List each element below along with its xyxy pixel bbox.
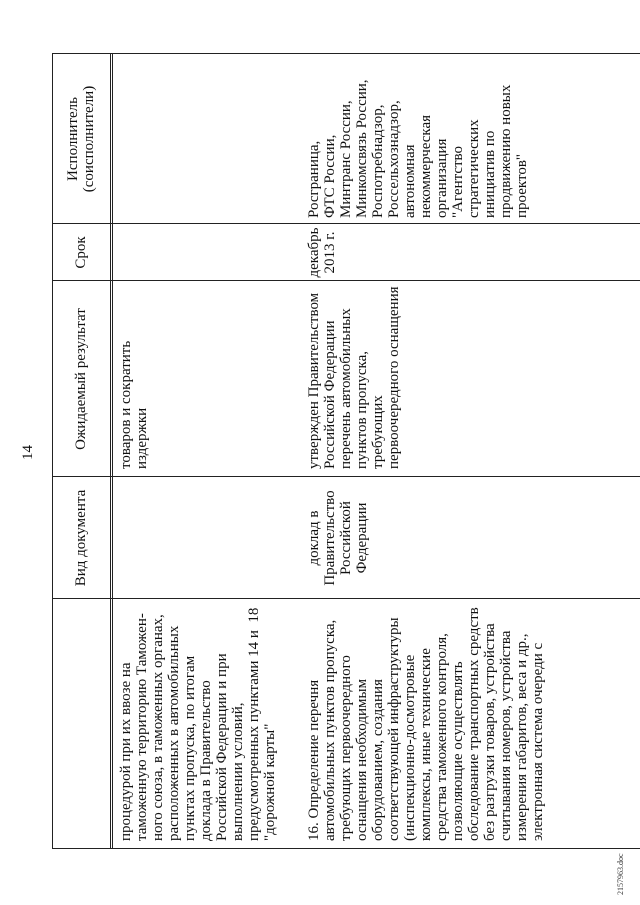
column-divider [52, 280, 640, 281]
table-border-right [52, 53, 640, 54]
header-divider-double [112, 53, 113, 849]
header-doc-type: Вид документа [73, 489, 89, 587]
page-number: 14 [20, 445, 36, 460]
column-divider [52, 476, 640, 477]
header-divider [110, 53, 111, 849]
table-border-top [52, 53, 53, 849]
row2-result: утвержден Правительством Российской Федерации перечень автомобильных пунктов пропуска, требующих первоочередного оснащения [306, 286, 402, 469]
row2-doc-type: доклад в Правительство Российской Федерации [306, 490, 370, 586]
header-executor: Исполнитель (соисполнители) [65, 85, 97, 193]
row1-measure: процедурой при их ввозе на таможенную территорию Таможен- ного союза, в таможенных органах, расположенных в автомобильных пунктах пропуска, по итогам доклада в Правительство Российской Федерации и при выполнении условий, предусмотренных пунктами 14 и 18 "дорожной карты" [118, 607, 278, 841]
row2-executor: Росграница, ФТС России, Минтранс России, Минкомсвязь России, Роспотребнадзор, Россельхознадзор, автономная некоммерческая организация "Агентство стратегических инициатив по продвижению новых проектов" [306, 79, 530, 218]
footer-doc-code: 2157963.doc [616, 853, 625, 895]
column-divider [52, 598, 640, 599]
header-expected-result: Ожидаемый результат [73, 308, 89, 450]
column-divider [52, 223, 640, 224]
row2-measure: 16. Определение перечня автомобильных пунктов пропуска, требующих первоочередного оснащения необходимым оборудованием, создания соответствующей инфраструктуры (инспекционно-досмотровые комплексы, иные технические средства таможенного контроля, позволяющие осуществлять обследование транспортных средств без разгрузки товаров, устройства считывания номеров, устройства измерения габаритов, веса и др., электронная система очереди с [306, 607, 546, 841]
table-border-left [52, 848, 640, 849]
header-deadline: Срок [73, 236, 89, 269]
row2-deadline: декабрь 2013 г. [306, 227, 338, 278]
row1-result: товаров и сократить издержки [118, 340, 150, 469]
action-plan-table [52, 53, 640, 849]
header-measure [54, 599, 108, 849]
